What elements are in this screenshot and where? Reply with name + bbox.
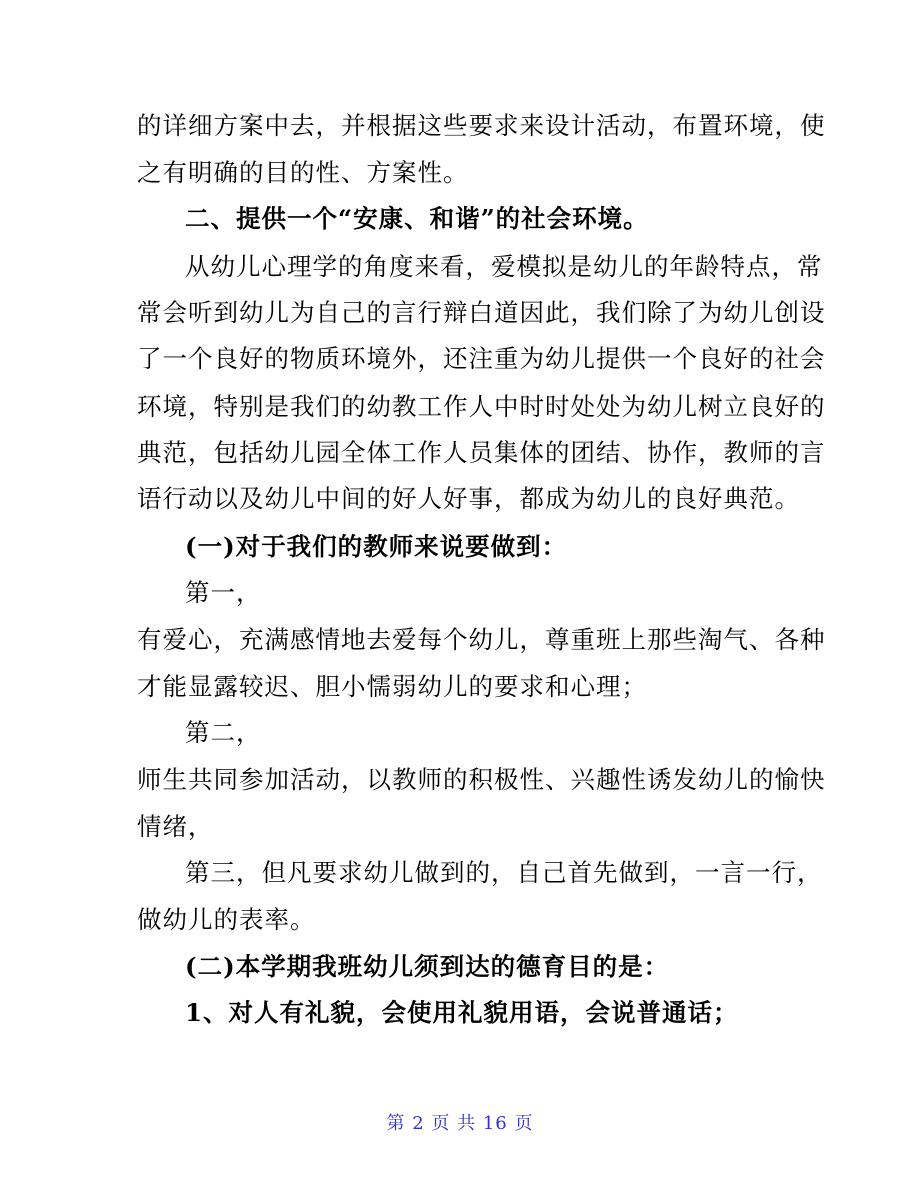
text-line: 做幼儿的表率。 <box>137 905 316 934</box>
text-line: 环境，特别是我们的幼教工作人中时时处处为幼儿树立良好的 <box>137 392 826 421</box>
text-line: 了一个良好的物质环境外，还注重为幼儿提供一个良好的社会 <box>137 344 826 373</box>
text-line: 从幼儿心理学的角度来看，爱模拟是幼儿的年龄特点，常 <box>185 252 823 281</box>
text-line: 语行动以及幼儿中间的好人好事，都成为幼儿的良好典范。 <box>137 484 800 513</box>
list-item: 1、对人有礼貌，会使用礼貌用语，会说普通话； <box>185 998 739 1027</box>
text-line: 的详细方案中去，并根据这些要求来设计活动，布置环境，使 <box>137 111 826 140</box>
text-line: 第一， <box>185 578 262 607</box>
text-line: 第三，但凡要求幼儿做到的，自己首先做到，一言一行， <box>185 858 823 887</box>
text-line: 第二， <box>185 718 262 747</box>
text-line: 之有明确的目的性、方案性。 <box>137 158 469 187</box>
text-line: 才能显露较迟、胆小懦弱幼儿的要求和心理； <box>137 672 647 701</box>
text-line: 情绪， <box>137 812 214 841</box>
section-heading: 二、提供一个“安康、和谐”的社会环境。 <box>185 204 649 233</box>
text-line: 有爱心，充满感情地去爱每个幼儿，尊重班上那些淘气、各种 <box>137 625 826 654</box>
text-line: 典范，包括幼儿园全体工作人员集体的团结、协作，教师的言 <box>137 438 826 467</box>
subsection-heading: (一)对于我们的教师来说要做到： <box>185 532 568 561</box>
subsection-heading: (二)本学期我班幼儿须到达的德育目的是： <box>185 952 670 981</box>
page-number-footer: 第 2 页 共 16 页 <box>386 1113 534 1134</box>
text-line: 常会听到幼儿为自己的言行辩白道因此，我们除了为幼儿创设 <box>137 298 826 327</box>
text-line: 师生共同参加活动，以教师的积极性、兴趣性诱发幼儿的愉快 <box>137 765 826 794</box>
